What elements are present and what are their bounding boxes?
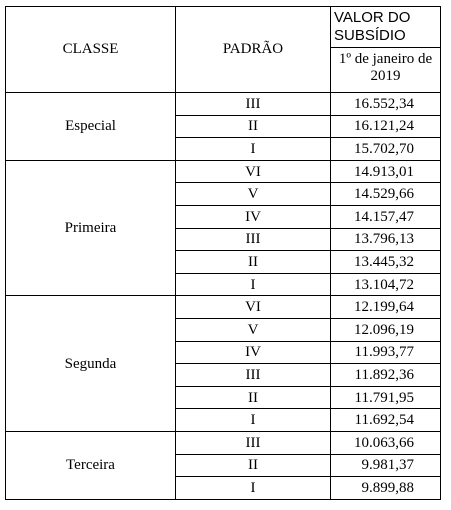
header-valor-line1: VALOR DO [334,9,411,26]
table-body [6,7,441,500]
valor-cell: 13.104,72 [331,273,441,296]
header-valor-line2: SUBSÍDIO [334,27,406,44]
table-row [6,431,441,454]
table-row [6,160,441,183]
header-row [6,7,441,93]
subsidy-table [5,6,441,500]
valor-cell: 12.096,19 [331,318,441,341]
valor-cell: 11.692,54 [331,409,441,432]
padrao-cell: II [176,115,331,138]
classe-cell: Terceira [6,431,176,499]
valor-cell: 9.981,37 [331,454,441,477]
header-valor-title [331,7,440,48]
classe-cell: Especial [6,93,176,161]
header-valor [331,7,441,93]
padrao-cell: III [176,228,331,251]
padrao-cell: IV [176,205,331,228]
valor-cell: 13.445,32 [331,251,441,274]
valor-cell: 16.121,24 [331,115,441,138]
valor-cell: 11.993,77 [331,341,441,364]
padrao-cell: III [176,431,331,454]
valor-cell: 10.063,66 [331,431,441,454]
header-padrao: PADRÃO [176,7,331,93]
classe-cell: Primeira [6,160,176,296]
table-row [6,93,441,116]
padrao-cell: II [176,251,331,274]
valor-cell: 9.899,88 [331,477,441,500]
padrao-cell: III [176,93,331,116]
padrao-cell: III [176,364,331,387]
padrao-cell: VI [176,160,331,183]
valor-cell: 13.796,13 [331,228,441,251]
valor-cell: 12.199,64 [331,296,441,319]
valor-cell: 11.791,95 [331,386,441,409]
padrao-cell: II [176,454,331,477]
classe-cell: Segunda [6,296,176,432]
table-row [6,296,441,319]
valor-cell: 16.552,34 [331,93,441,116]
padrao-cell: I [176,477,331,500]
subsidy-table-container [5,6,441,500]
header-date: 1º de janeiro de 2019 [338,51,433,84]
padrao-cell: I [176,138,331,161]
padrao-cell: IV [176,341,331,364]
padrao-cell: II [176,386,331,409]
padrao-cell: V [176,183,331,206]
header-classe: CLASSE [6,7,176,93]
padrao-cell: I [176,273,331,296]
padrao-cell: VI [176,296,331,319]
valor-cell: 14.529,66 [331,183,441,206]
valor-cell: 14.913,01 [331,160,441,183]
valor-cell: 15.702,70 [331,138,441,161]
valor-cell: 14.157,47 [331,205,441,228]
padrao-cell: I [176,409,331,432]
valor-cell: 11.892,36 [331,364,441,387]
padrao-cell: V [176,318,331,341]
